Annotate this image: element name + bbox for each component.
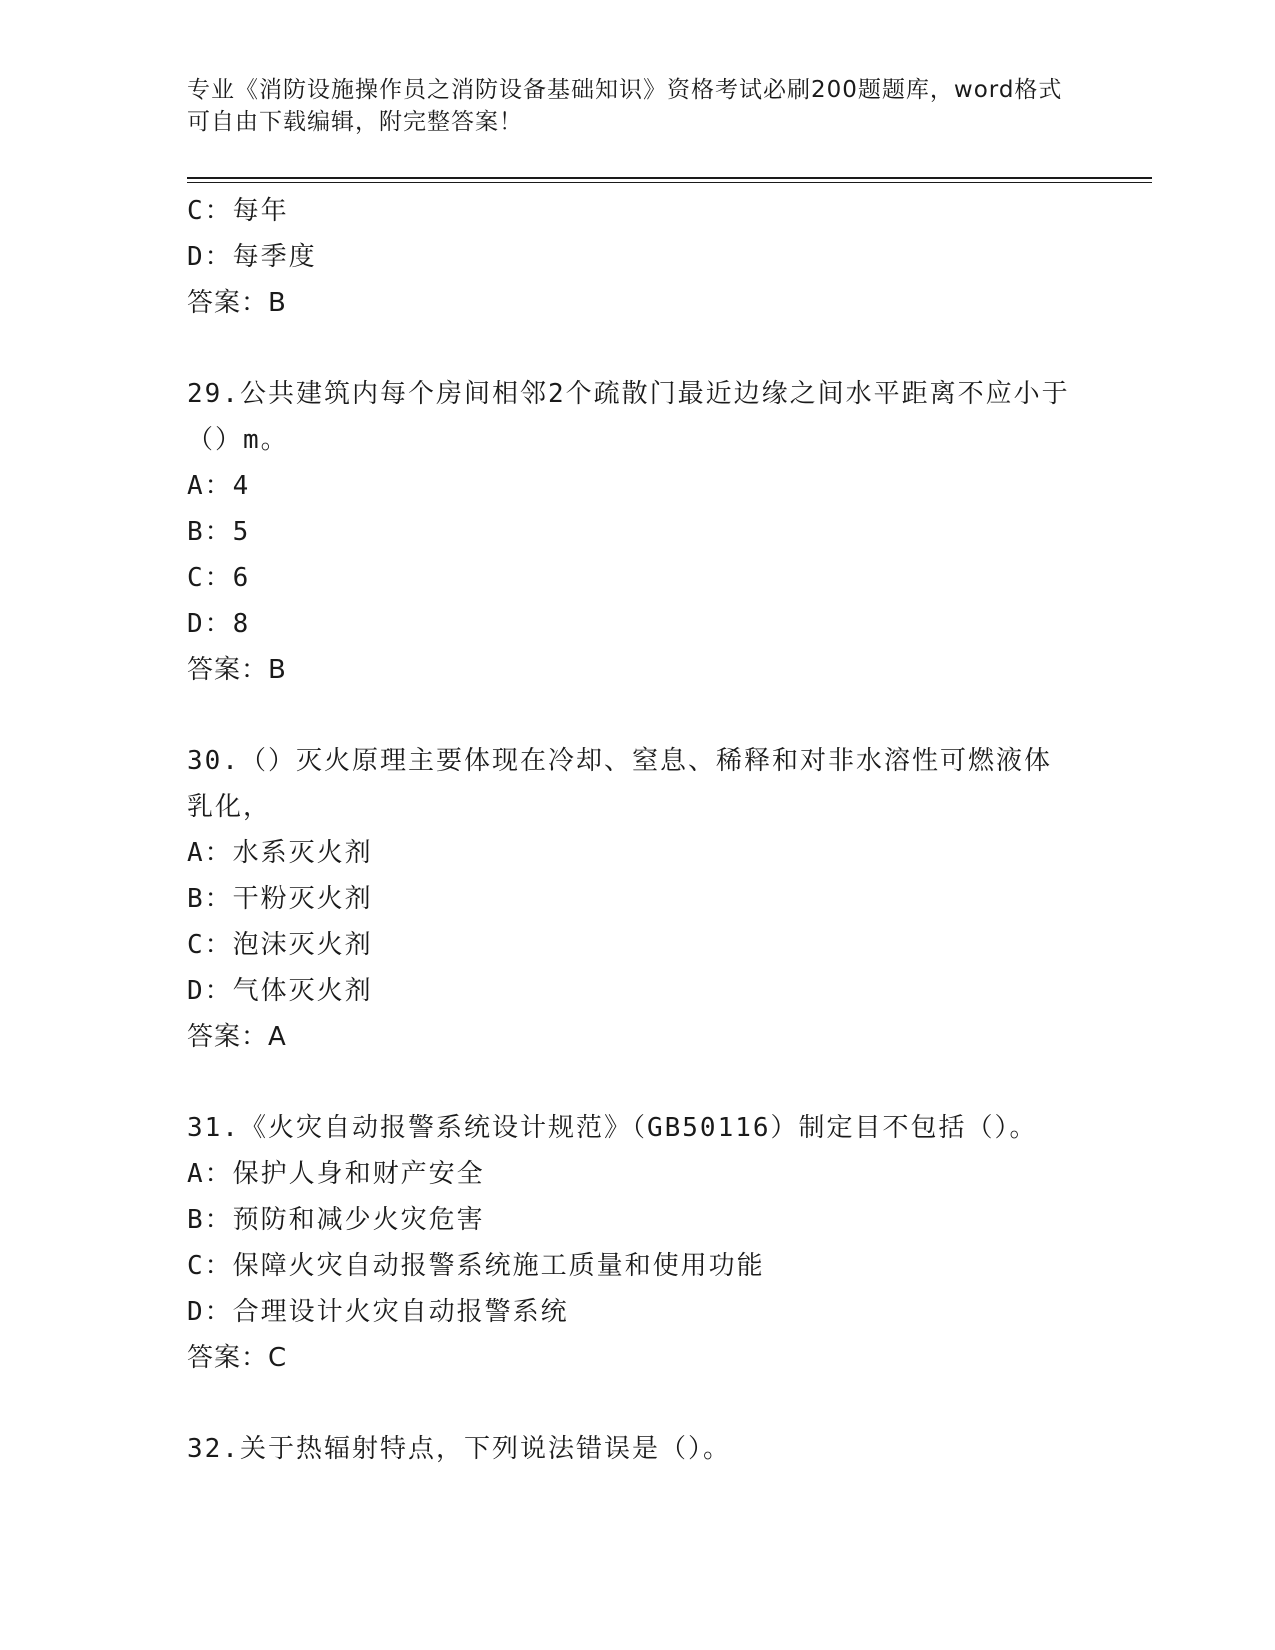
option-d: D：8: [187, 609, 251, 639]
option-c: C：泡沫灭火剂: [187, 930, 373, 960]
question-30-stem: 30.（）灭火原理主要体现在冷却、窒息、稀释和对非水溶性可燃液体乳化，: [187, 746, 1052, 822]
option-b: B：5: [187, 517, 251, 547]
header-rule-thin: [187, 182, 1152, 183]
option-b: B：干粉灭火剂: [187, 884, 373, 914]
option-b: B：预防和减少火灾危害: [187, 1205, 485, 1235]
option-d: D：气体灭火剂: [187, 976, 373, 1006]
option-a: A：水系灭火剂: [187, 838, 373, 868]
option-a: A：保护人身和财产安全: [187, 1159, 485, 1189]
question-31-stem: 31.《火灾自动报警系统设计规范》（GB50116）制定目不包括（）。: [187, 1113, 1038, 1143]
option-d: D：合理设计火灾自动报警系统: [187, 1297, 569, 1327]
question-29-stem: 29.公共建筑内每个房间相邻2个疏散门最近边缘之间水平距离不应小于（）m。: [187, 379, 1070, 455]
answer-line: 答案：B: [187, 288, 287, 318]
option-c: C：每年: [187, 196, 289, 226]
option-c: C：保障火灾自动报警系统施工质量和使用功能: [187, 1251, 765, 1281]
question-content: [187, 188, 1077, 1472]
option-a: A：4: [187, 471, 251, 501]
option-d: D：每季度: [187, 242, 317, 272]
header-rule-thick: [187, 177, 1152, 179]
answer-line: 答案：A: [187, 1022, 287, 1052]
document-header: 专业《消防设施操作员之消防设备基础知识》资格考试必刷200题题库，word格式可自由下载编辑，附完整答案！: [187, 77, 1063, 135]
option-c: C：6: [187, 563, 251, 593]
answer-line: 答案：C: [187, 1343, 288, 1373]
answer-line: 答案：B: [187, 655, 287, 685]
question-32-stem: 32.关于热辐射特点，下列说法错误是（）。: [187, 1434, 731, 1464]
